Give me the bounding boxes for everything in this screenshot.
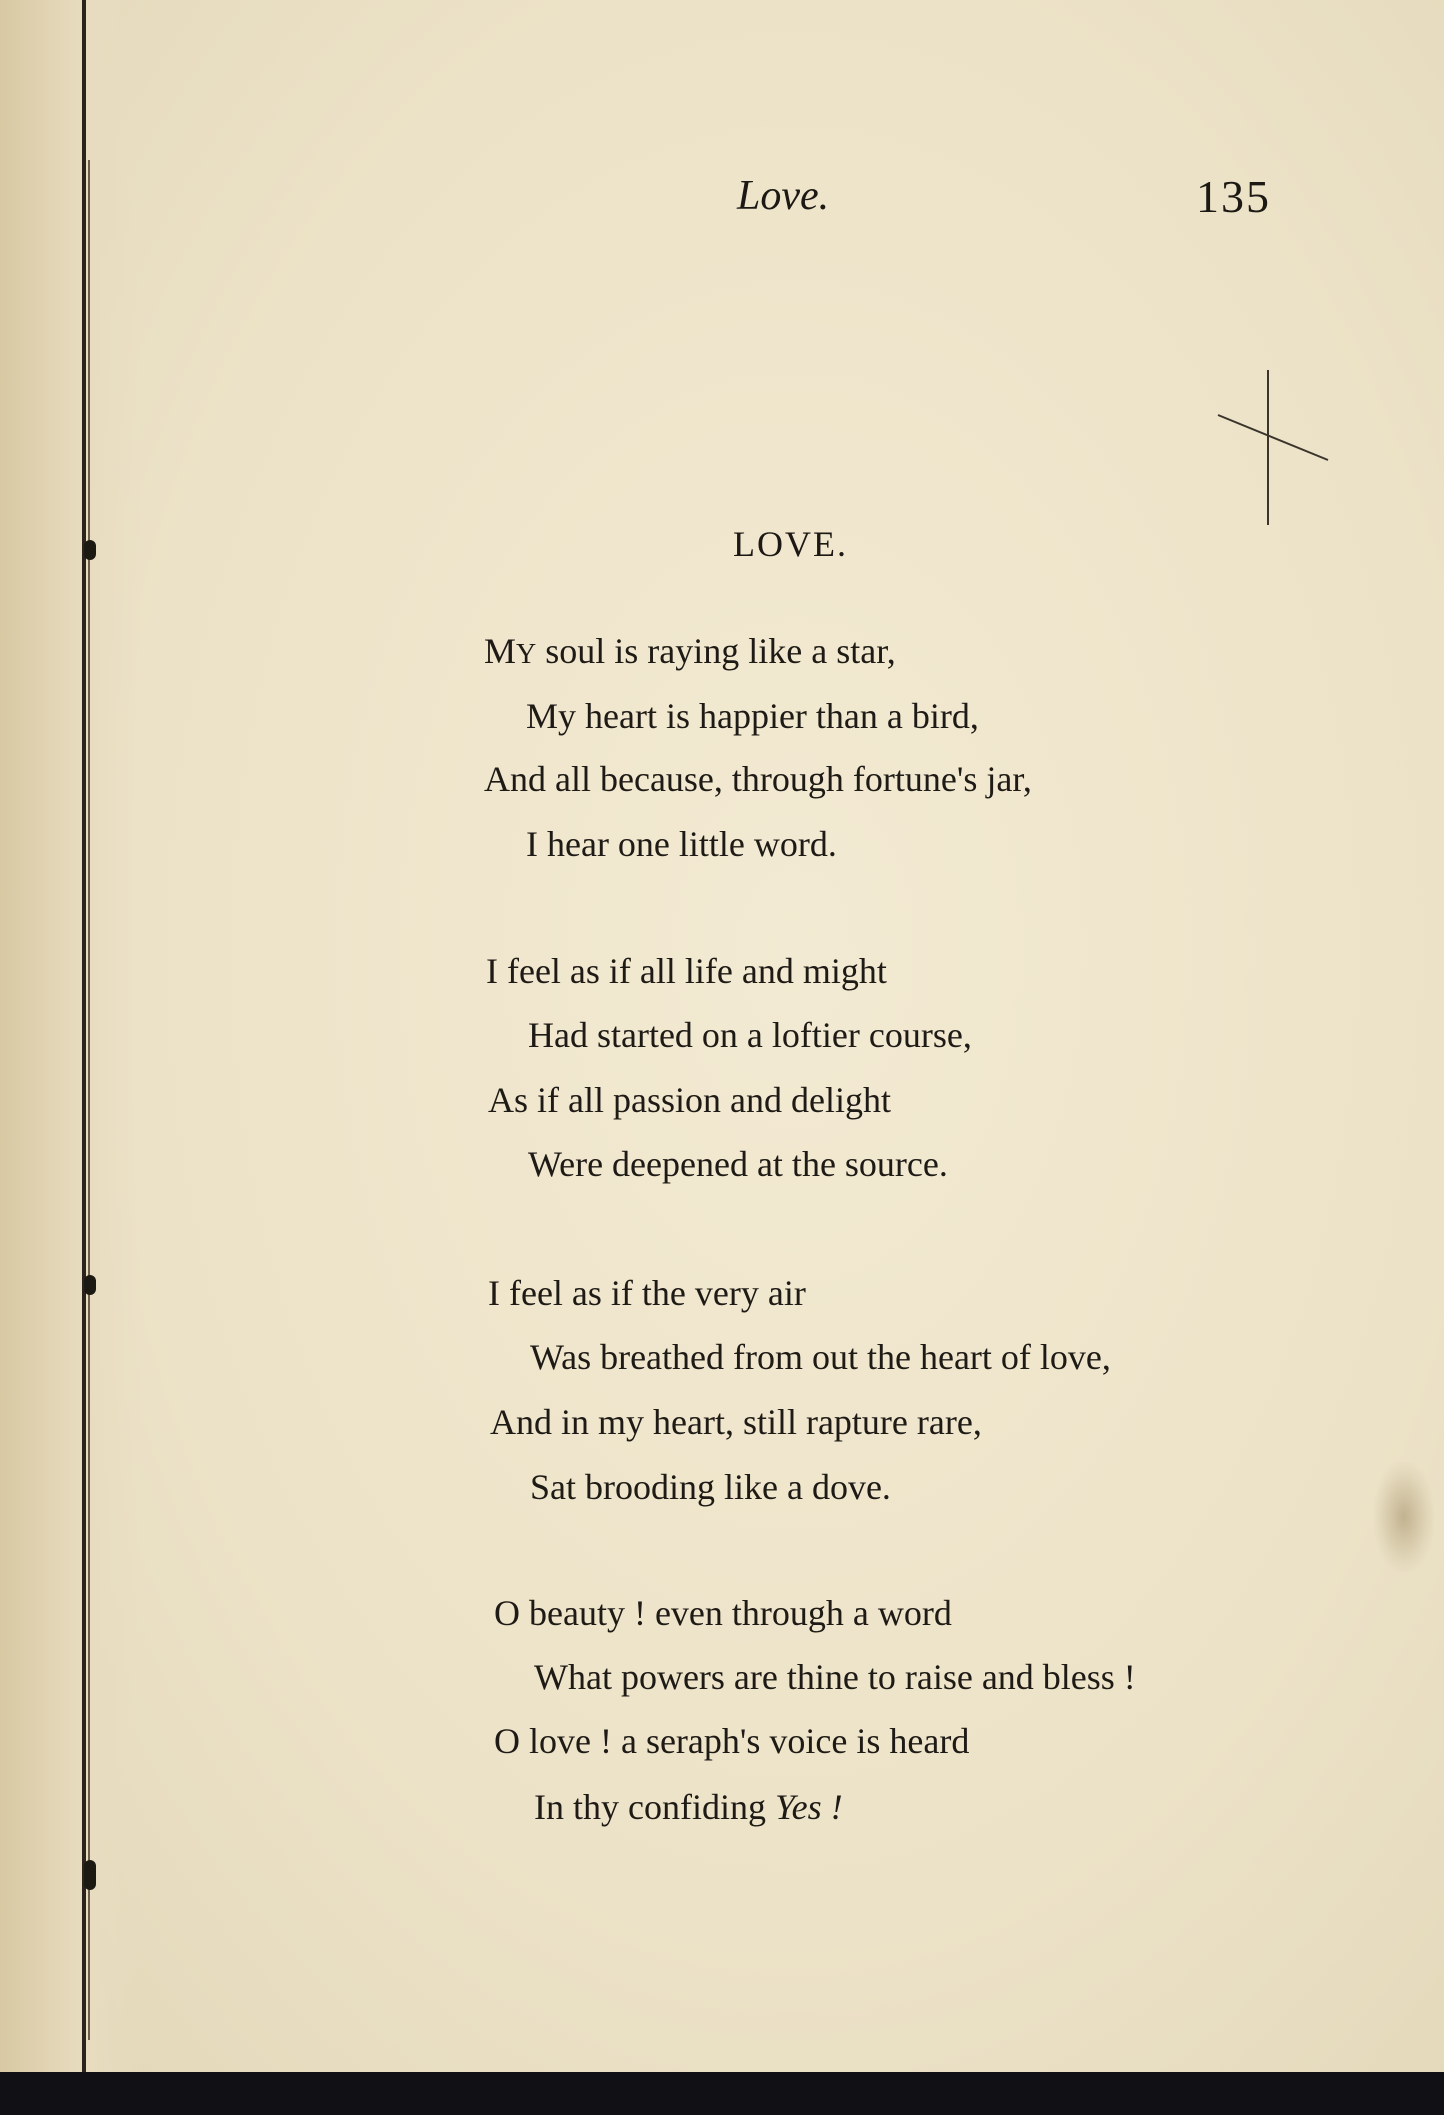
binding-thread-mark	[84, 1275, 96, 1295]
smallcap-first-letter: M	[484, 631, 517, 671]
smallcap-rest: Y	[516, 639, 537, 670]
poem-line: I hear one little word.	[526, 824, 837, 864]
poem-line: What powers are thine to raise and bless !	[534, 1657, 1136, 1697]
running-title: Love.	[737, 173, 830, 219]
italic-word: Yes !	[774, 1787, 843, 1827]
poem-line: Sat brooding like a dove.	[530, 1467, 891, 1507]
poem-line	[534, 1786, 843, 1828]
poem-line: I feel as if all life and might	[486, 951, 887, 991]
poem-line	[484, 630, 896, 672]
scan-bottom-border	[0, 2072, 1444, 2115]
poem-line: O love ! a seraph's voice is heard	[494, 1721, 970, 1761]
poem-line: Were deepened at the source.	[528, 1144, 948, 1184]
poem-line: O beauty ! even through a word	[494, 1593, 952, 1633]
page-number: 135	[1196, 171, 1271, 222]
binding-edge	[82, 0, 86, 2072]
binding-thread-mark	[84, 1860, 96, 1890]
paper-stain	[1374, 1462, 1434, 1572]
poem-line: I feel as if the very air	[488, 1273, 806, 1313]
binding-edge-inner	[88, 160, 90, 2040]
poem-line: As if all passion and delight	[488, 1080, 891, 1120]
poem-line: Was breathed from out the heart of love,	[530, 1337, 1111, 1377]
line-text: soul is raying like a star,	[536, 631, 896, 671]
poem-line: Had started on a loftier course,	[528, 1015, 972, 1055]
poem-title: LOVE.	[733, 524, 848, 564]
poem-line: And in my heart, still rapture rare,	[490, 1402, 982, 1442]
binding-thread-mark	[84, 540, 96, 560]
poem-line: My heart is happier than a bird,	[526, 696, 979, 736]
line-text: In thy confiding	[534, 1787, 775, 1827]
poem-line: And all because, through fortune's jar,	[484, 759, 1032, 799]
pencil-cross-mark-icon	[1210, 370, 1340, 530]
page-gutter-shadow	[0, 0, 140, 2072]
